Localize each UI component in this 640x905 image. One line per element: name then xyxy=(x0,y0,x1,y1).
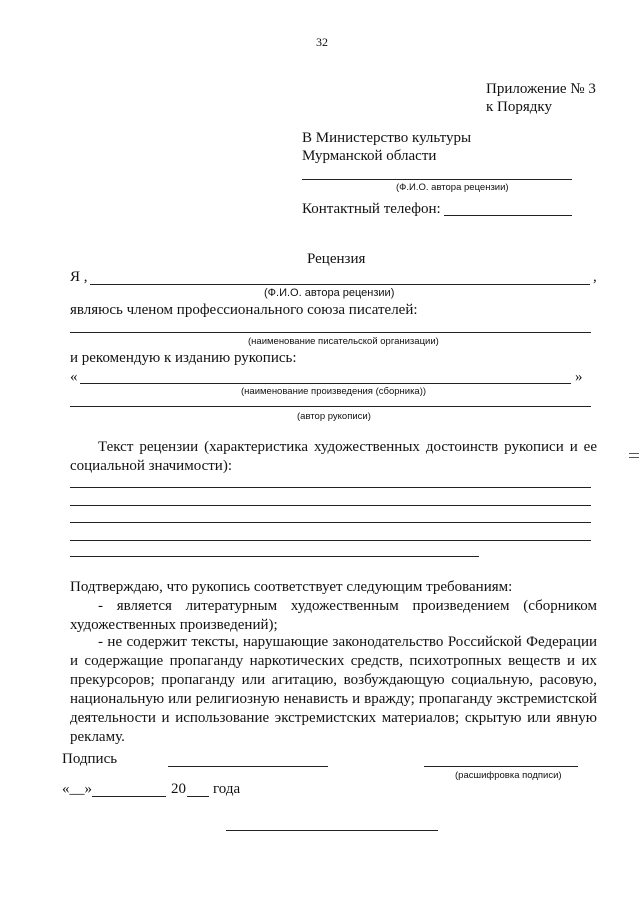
recommend-text: и рекомендую к изданию рукопись: xyxy=(70,350,297,366)
date-day-open: «__» xyxy=(62,781,92,797)
review-line-5[interactable] xyxy=(70,556,479,557)
page-number: 32 xyxy=(316,35,328,49)
appendix-line-2: к Порядку xyxy=(486,99,552,115)
date-year-suffix: года xyxy=(213,781,241,797)
reviewer-name-comma: , xyxy=(593,269,597,285)
scan-mark-top xyxy=(629,453,639,454)
review-text-prompt: Текст рецензии (характеристика художественных достоинств рукописи и ее социальной значимости): xyxy=(70,439,597,474)
document-title: Рецензия xyxy=(307,251,366,267)
addressee-author-caption: (Ф.И.О. автора рецензии) xyxy=(396,182,509,193)
member-text: являюсь членом профессионального союза писателей: xyxy=(70,302,418,318)
addressee-line-2: Мурманской области xyxy=(302,148,437,164)
addressee-author-field[interactable] xyxy=(302,179,572,180)
phone-field[interactable] xyxy=(444,215,572,216)
quote-open: « xyxy=(70,369,78,385)
i-label: Я , xyxy=(70,269,88,285)
reviewer-name-field[interactable] xyxy=(90,284,590,285)
review-line-1[interactable] xyxy=(70,487,591,488)
appendix-line-1: Приложение № 3 xyxy=(486,81,596,97)
review-line-4[interactable] xyxy=(70,540,591,541)
signature-decoding-caption: (расшифровка подписи) xyxy=(455,770,562,781)
signature-label: Подпись xyxy=(62,751,118,767)
manuscript-author-caption: (автор рукописи) xyxy=(297,411,371,422)
requirement-item-1: - является литературным художественным произведением (сборником художественных произведений); xyxy=(70,598,597,633)
reviewer-name-caption: (Ф.И.О. автора рецензии) xyxy=(264,287,395,299)
bottom-signature-line[interactable] xyxy=(226,830,438,831)
signature-field[interactable] xyxy=(168,766,328,767)
requirements-intro: Подтверждаю, что рукопись соответствует следующим требованиям: xyxy=(70,579,513,595)
scan-mark-bottom xyxy=(629,457,639,458)
review-line-2[interactable] xyxy=(70,505,591,506)
work-title-field[interactable] xyxy=(80,383,571,384)
review-line-3[interactable] xyxy=(70,522,591,523)
phone-label: Контактный телефон: xyxy=(302,201,441,217)
signature-decoding-field[interactable] xyxy=(424,766,578,767)
work-title-caption: (наименование произведения (сборника)) xyxy=(241,386,427,397)
date-month-field[interactable] xyxy=(92,796,166,797)
date-year-prefix: 20 xyxy=(171,781,186,797)
addressee-line-1: В Министерство культуры xyxy=(302,130,472,146)
manuscript-author-field[interactable] xyxy=(70,406,591,407)
writers-org-field[interactable] xyxy=(70,332,591,333)
requirement-item-2: - не содержит тексты, нарушающие законодательство Российской Федерации и содержащие пропаганду наркотических средств, психотропных веществ и их прекурсоров; пропаганду или агитацию, возбуждающую социальную, расовую, национальную или религиозную ненависть и вражду; пропаганду экстремистской деятельности и использование экстремистских материалов; скрытую или явную рекламу. xyxy=(70,634,597,745)
quote-close: » xyxy=(575,369,583,385)
writers-org-caption: (наименование писательской организации) xyxy=(248,336,439,347)
date-year-field[interactable] xyxy=(187,796,209,797)
